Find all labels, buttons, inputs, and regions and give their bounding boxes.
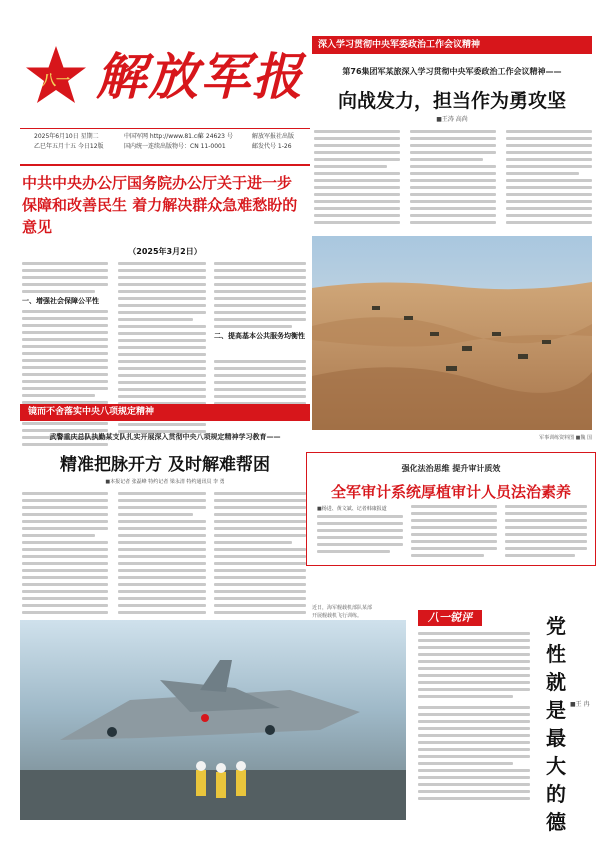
mid-left-headline: 精准把脉开方 及时解难帮困 bbox=[60, 455, 270, 475]
masthead-title: 解放军报 bbox=[96, 47, 304, 106]
boxed-kicker: 强化法治思维 提升审计质效 bbox=[401, 464, 501, 473]
top-right-banner: 深入学习贯彻中央军委政治工作会议精神 bbox=[312, 36, 592, 54]
boxed-body-col1 bbox=[317, 515, 403, 557]
boxed-body-col2 bbox=[411, 505, 497, 561]
postal-code: 邮发代号 1-26 bbox=[252, 143, 292, 150]
lead-body-col1b bbox=[22, 310, 108, 450]
date-line: 2025年6月10日 星期二 bbox=[34, 133, 99, 140]
lead-body-col3 bbox=[214, 262, 306, 332]
top-right-body-col1 bbox=[314, 130, 400, 228]
column-headline: 党性就是最大的德 bbox=[546, 614, 566, 834]
column-body-top bbox=[418, 632, 530, 702]
serial-code: 国内统一连续出版物号：CN 11-0001 bbox=[124, 143, 226, 150]
boxed-byline: ■杨进、黄文斌、记者韩康报道 bbox=[317, 506, 387, 512]
photo-caption-line1: 近日，海军舰载机部队某部 bbox=[312, 605, 373, 611]
mid-left-kicker: 武警重庆总队执勤某支队扎实开展深入贯彻中央八项规定精神学习教育—— bbox=[49, 433, 281, 441]
column-body bbox=[418, 706, 530, 804]
top-right-body-col2 bbox=[410, 130, 496, 228]
issue-number: 第 24623 号 bbox=[198, 133, 233, 140]
lead-section1: 一、增强社会保障公平性 bbox=[22, 297, 99, 305]
lead-headline: 中共中央办公厅国务院办公厅关于进一步保障和改善民生 着力解决群众急难愁盼的意见 bbox=[22, 174, 298, 236]
lead-date: （2025年3月2日） bbox=[128, 247, 202, 256]
photo-caption-line2: 开展舰载机飞行训练。 bbox=[312, 613, 363, 619]
masthead bbox=[20, 38, 310, 118]
photo-caption bbox=[312, 604, 404, 620]
site-url[interactable]: 中国军网 http://www.81.cn bbox=[124, 133, 202, 140]
mid-left-byline: ■本报记者 张磊峰 特约记者 梁永清 特约通讯员 李 勇 bbox=[105, 479, 225, 485]
lead-body-col1 bbox=[22, 262, 108, 297]
desert-photo-caption: 军事训练资料图 ■魏 国 bbox=[539, 435, 592, 441]
top-right-body-col3 bbox=[506, 130, 592, 228]
masthead-info bbox=[20, 128, 310, 160]
top-right-byline: ■王涛 高尚 bbox=[436, 116, 468, 123]
column-label: 八一锐评 bbox=[418, 610, 482, 626]
boxed-body-col3 bbox=[505, 505, 587, 561]
lead-section2: 二、提高基本公共服务均衡性 bbox=[214, 332, 305, 340]
carrier-jet-photo bbox=[20, 620, 406, 820]
boxed-headline: 全军审计系统厚植审计人员法治素养 bbox=[330, 483, 571, 501]
mid-left-body-col3 bbox=[214, 492, 306, 618]
top-right-kicker: 第76集团军某旅深入学习贯彻中央军委政治工作会议精神—— bbox=[342, 67, 562, 76]
mid-left-body-col1 bbox=[22, 492, 108, 618]
mid-left-body-col2 bbox=[118, 492, 206, 618]
publisher: 解放军报社出版 bbox=[252, 133, 295, 140]
star-emblem-icon bbox=[24, 44, 88, 108]
svg-text:八一: 八一 bbox=[42, 73, 70, 89]
lunar-line: 乙巳年五月十五 今日12版 bbox=[34, 143, 104, 150]
desert-tank-photo bbox=[312, 236, 592, 430]
column-byline: ■王 冉 bbox=[570, 701, 590, 708]
top-right-headline: 向战发力，担当作为勇攻坚 bbox=[337, 90, 566, 112]
mid-left-banner: 镜而不舍落实中央八项规定精神 bbox=[20, 404, 310, 421]
boxed-article bbox=[306, 452, 596, 566]
